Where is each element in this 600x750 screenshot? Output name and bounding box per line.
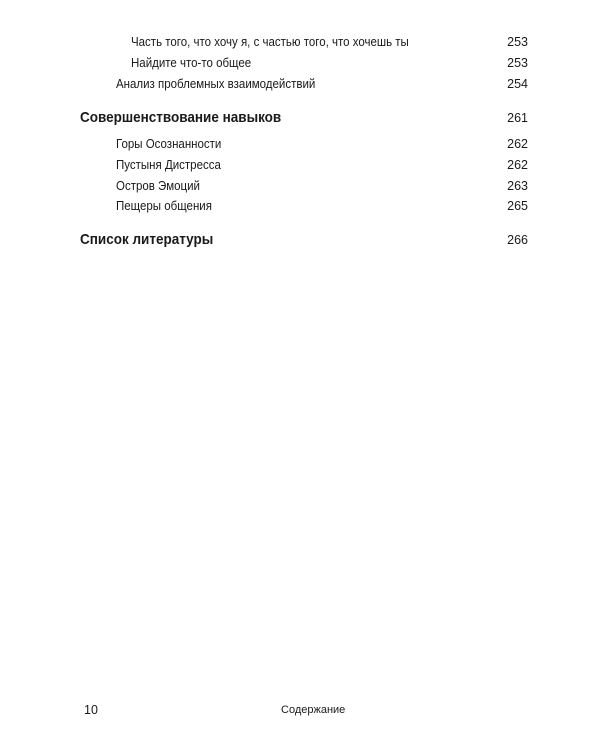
toc-entry xyxy=(0,32,600,52)
toc-entry-page: 262 xyxy=(507,158,528,172)
toc-entry-title: Горы Осознанности xyxy=(116,137,222,151)
toc-entry xyxy=(0,176,600,196)
toc-entry xyxy=(0,74,600,94)
toc-section-title: Список литературы xyxy=(80,231,214,248)
toc-section-heading xyxy=(0,108,600,128)
toc-entry xyxy=(0,134,600,154)
toc-entry-title: Остров Эмоций xyxy=(116,179,200,193)
toc-section-heading xyxy=(0,230,600,250)
toc-entry xyxy=(0,53,600,73)
toc-entry-page: 253 xyxy=(507,56,528,70)
toc-entry-title: Найдите что-то общее xyxy=(131,56,252,70)
toc-entry-title: Анализ проблемных взаимодействий xyxy=(116,77,316,91)
footer-page-number: 10 xyxy=(84,703,98,717)
toc-entry-page: 254 xyxy=(507,77,528,91)
toc-section-page: 266 xyxy=(507,233,528,247)
toc-section-page: 261 xyxy=(507,111,528,125)
toc-entry-page: 253 xyxy=(507,35,528,49)
toc-entry-page: 265 xyxy=(507,199,528,213)
toc-entry-page: 263 xyxy=(507,179,528,193)
toc-entry-title: Пустыня Дистресса xyxy=(116,158,221,172)
toc-entry-page: 262 xyxy=(507,137,528,151)
toc-entry xyxy=(0,155,600,175)
toc-entry-title: Часть того, что хочу я, с частью того, что хочешь ты xyxy=(131,35,409,49)
toc-entry xyxy=(0,196,600,216)
footer-running-title: Содержание xyxy=(281,704,346,716)
toc-entry-title: Пещеры общения xyxy=(116,199,212,213)
toc-section-title: Совершенствование навыков xyxy=(80,109,282,126)
